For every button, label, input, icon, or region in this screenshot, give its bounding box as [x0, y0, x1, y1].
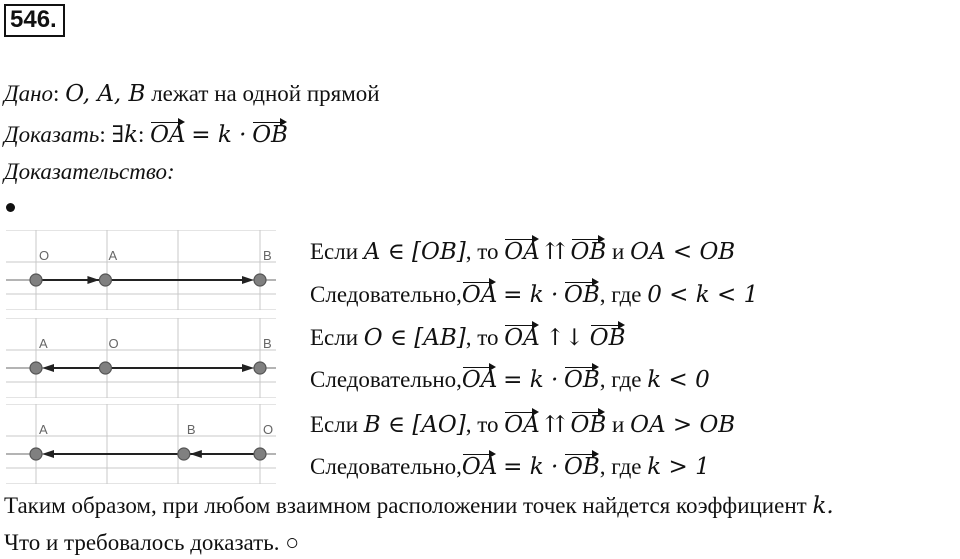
bullet-icon [6, 203, 15, 212]
vector-oa-arrowhead [87, 276, 99, 284]
prove-label: Доказать [4, 122, 100, 147]
vector-ob-arrowhead [242, 364, 254, 372]
point-label-b: B [263, 336, 272, 351]
case-2-condition-line [310, 324, 626, 352]
point-a [30, 362, 42, 374]
point-o [99, 362, 111, 374]
given-label: Дано [4, 81, 54, 106]
equals-k: = k · [503, 367, 559, 393]
then-word: , то [465, 412, 499, 437]
consequence-word: Следовательно, [310, 282, 462, 307]
equals-k: = k · [503, 282, 559, 308]
case-3-condition-line [310, 411, 735, 439]
then-word: , то [465, 325, 499, 350]
length-relation: OA > OB [630, 412, 736, 438]
point-label-o: O [108, 336, 119, 351]
vector-ob: OB [252, 122, 288, 148]
vector-oa-arrowhead [42, 364, 54, 372]
point-label-o: O [39, 248, 50, 263]
consequence-word: Следовательно, [310, 454, 462, 479]
qed-line [4, 529, 299, 557]
point-label-o: O [263, 422, 274, 437]
prove-line: Доказать: ∃k: OA = k · OB [4, 122, 288, 148]
point-label-a: A [108, 248, 118, 263]
vector-oa: OA [461, 282, 498, 308]
vector-ob: OB [570, 239, 607, 265]
qed-mark: ○ [285, 530, 300, 555]
problem-number: 546. [4, 4, 65, 37]
case-1-consequence-line [310, 281, 758, 309]
vector-ob-arrowhead [242, 276, 254, 284]
point-b [254, 362, 266, 374]
case-diagram-1 [6, 230, 276, 310]
case-diagram-3 [6, 404, 276, 484]
where-word: , где [599, 454, 642, 479]
point-o [30, 274, 42, 286]
k-range: k < 0 [647, 367, 710, 393]
given-points: O, A, B [65, 81, 146, 107]
vector-oa: OA [461, 454, 498, 480]
condition: B ∈ [AO] [363, 412, 466, 438]
vector-oa-arrowhead [42, 450, 54, 458]
conclusion-line [4, 492, 834, 520]
vector-oa: OA [504, 325, 540, 351]
vector-oa: OA [504, 239, 540, 265]
point-label-a: A [39, 336, 48, 351]
vector-ob: OB [589, 325, 626, 351]
case-diagram-2 [6, 318, 276, 398]
vector-ob: OB [564, 367, 600, 393]
k-range: 0 < k < 1 [647, 282, 759, 308]
prove-exists: ∃k [111, 122, 138, 148]
prove-eq: = k · [191, 122, 247, 148]
given-text: лежат на одной прямой [151, 81, 380, 106]
direction-relation: ↑↓ [545, 325, 585, 351]
point-b [178, 448, 190, 460]
vector-ob: OB [564, 282, 600, 308]
direction-relation: ⇈ [545, 412, 565, 438]
direction-relation: ⇈ [545, 239, 565, 265]
point-label-b: B [186, 422, 196, 437]
then-word: , то [465, 239, 499, 264]
conclusion-text: Таким образом, при любом взаимном расположении точек найдется коэффициент [4, 493, 807, 518]
case-2-consequence-line [310, 366, 710, 394]
if-word: Если [310, 239, 359, 264]
if-word: Если [310, 412, 359, 437]
and-word: и [612, 239, 625, 264]
equals-k: = k · [503, 454, 559, 480]
case-1-condition-line [310, 238, 735, 266]
proof-label: Доказательство: [4, 159, 175, 184]
vector-oa: OA [150, 122, 186, 148]
consequence-word: Следовательно, [310, 367, 462, 392]
given-line: Дано: O, A, B лежат на одной прямой [4, 81, 380, 107]
where-word: , где [599, 367, 642, 392]
and-word: и [612, 412, 625, 437]
point-b [254, 274, 266, 286]
vector-oa: OA [461, 367, 498, 393]
length-relation: OA < OB [630, 239, 736, 265]
k-range: k > 1 [647, 454, 710, 480]
point-a [30, 448, 42, 460]
vector-ob: OB [564, 454, 600, 480]
point-label-a: A [39, 422, 48, 437]
proof-label-text: Доказательство [4, 159, 168, 184]
if-word: Если [310, 325, 359, 350]
vector-ob: OB [570, 412, 607, 438]
conclusion-var: k. [812, 493, 834, 519]
condition: O ∈ [AB] [363, 325, 466, 351]
qed-text: Что и требовалось доказать. [4, 530, 280, 555]
point-a [99, 274, 111, 286]
where-word: , где [599, 282, 642, 307]
vector-ob-arrowhead [190, 450, 202, 458]
point-o [254, 448, 266, 460]
condition: A ∈ [OB] [363, 239, 466, 265]
case-3-consequence-line [310, 453, 710, 481]
vector-oa: OA [504, 412, 540, 438]
point-label-b: B [263, 248, 272, 263]
